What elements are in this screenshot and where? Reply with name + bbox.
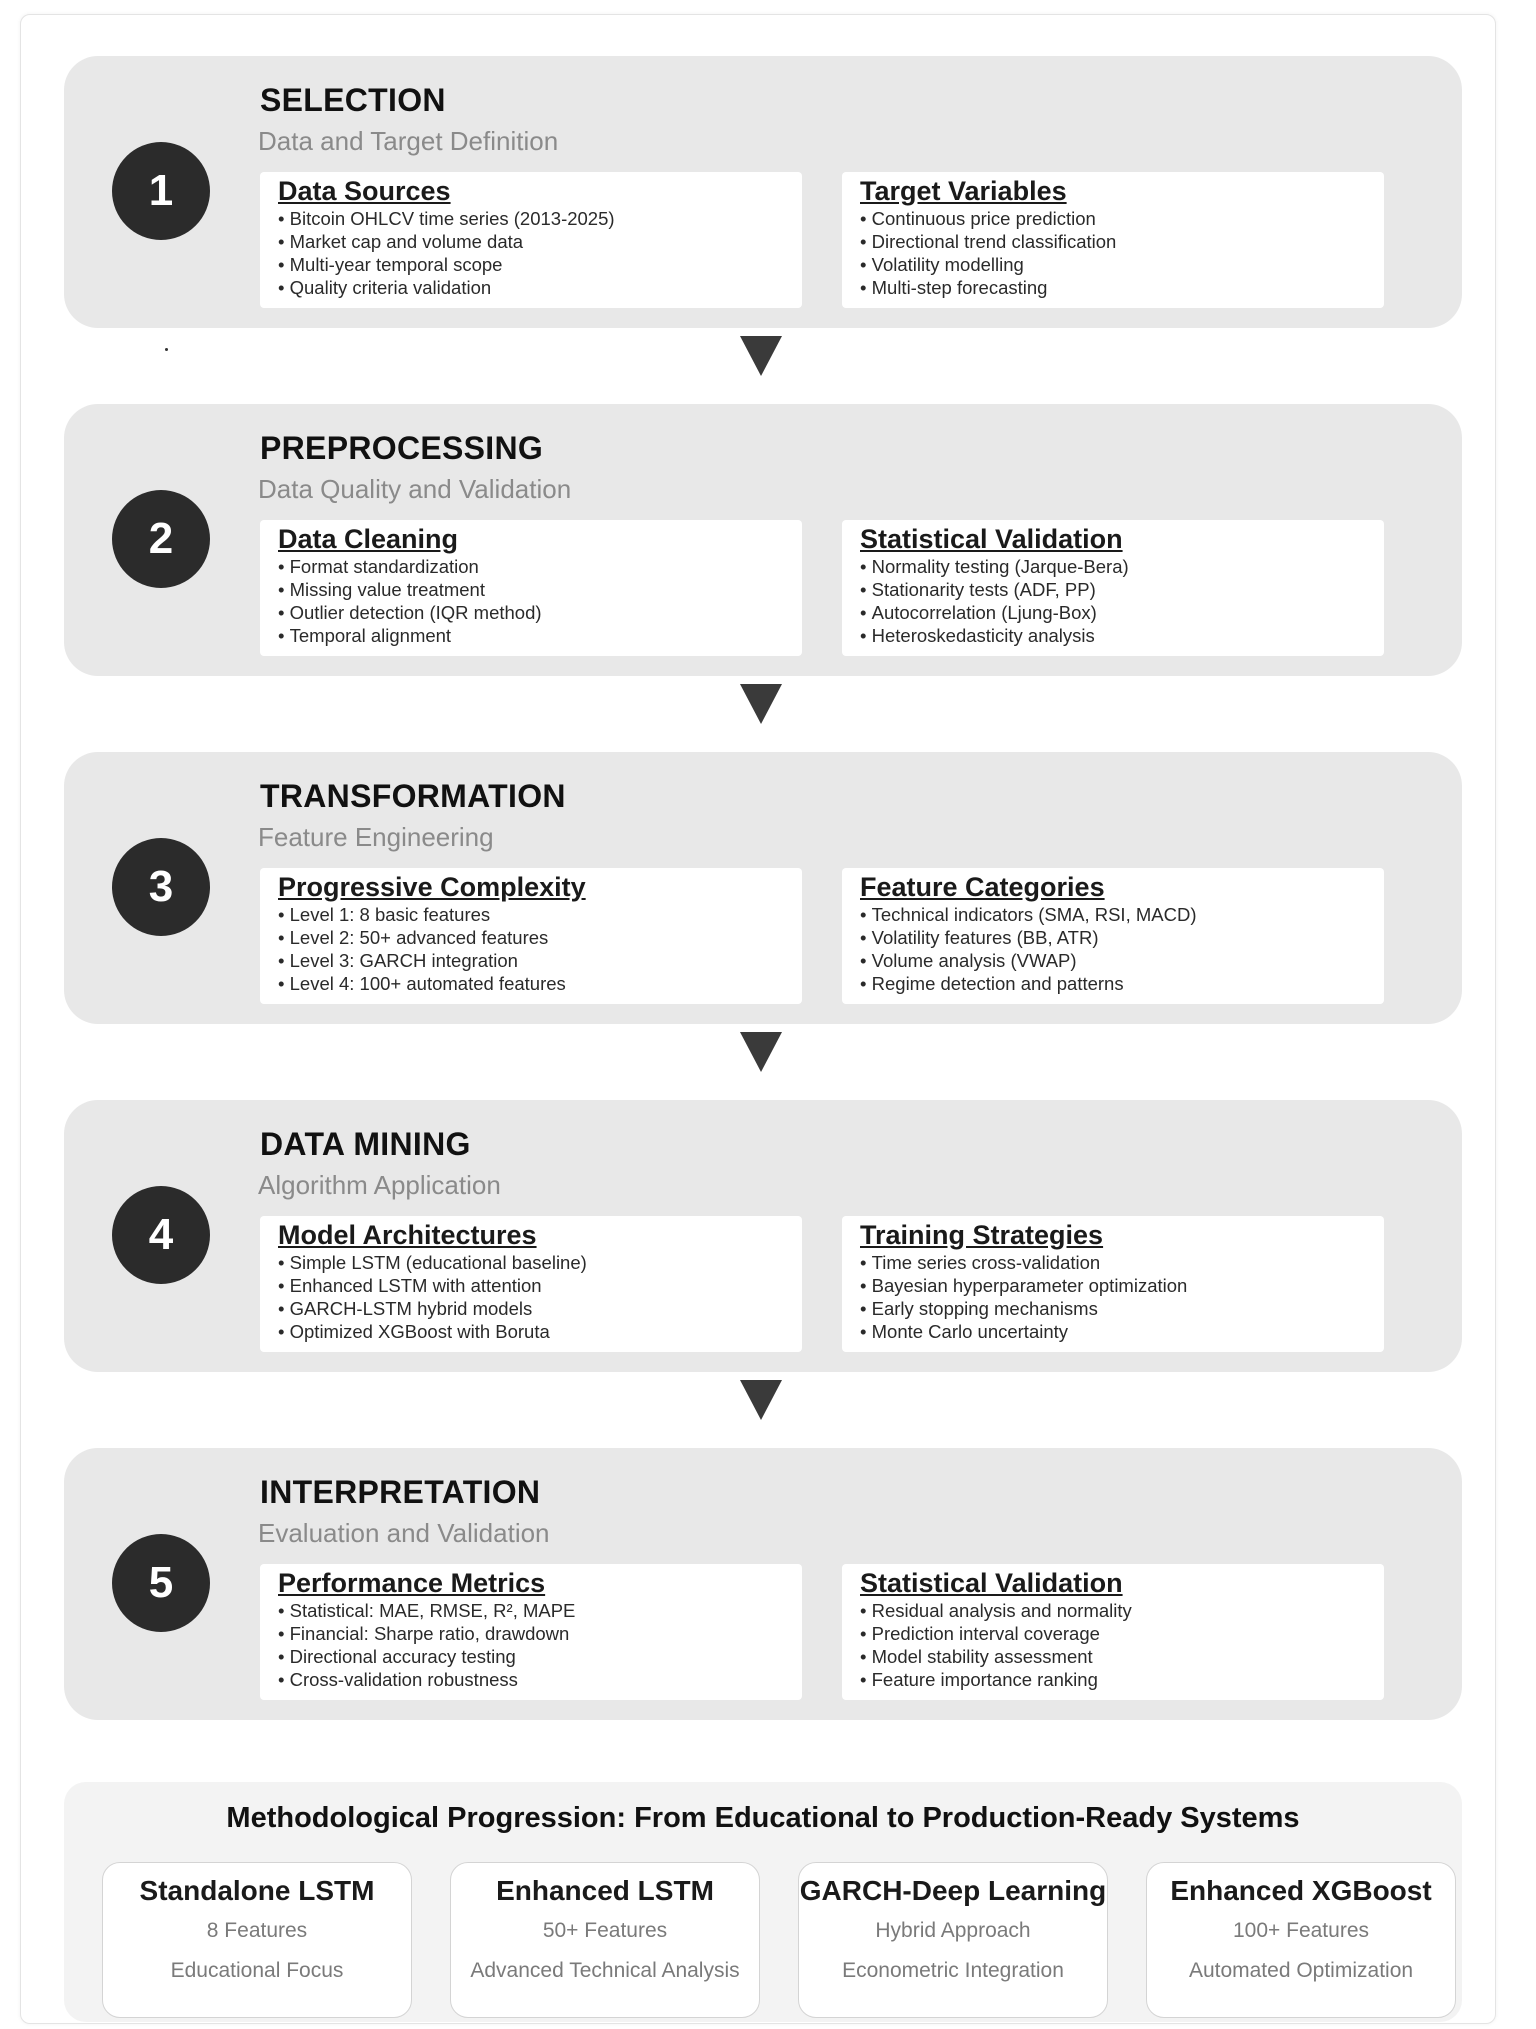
list-item: • Optimized XGBoost with Boruta [278, 1320, 784, 1343]
list-item: • Outlier detection (IQR method) [278, 601, 784, 624]
list-item: • Early stopping mechanisms [860, 1297, 1366, 1320]
card-feature-count: Hybrid Approach [875, 1919, 1031, 1942]
down-arrow-icon [740, 684, 782, 724]
stage-number-badge: 4 [112, 1186, 210, 1284]
card-title: Enhanced LSTM [496, 1875, 714, 1906]
list-item: • Financial: Sharpe ratio, drawdown [278, 1622, 784, 1645]
card-focus: Automated Optimization [1188, 1959, 1414, 1982]
stage-preprocessing [64, 404, 1462, 676]
box-heading: Statistical Validation [860, 524, 1123, 554]
stage-subtitle: Evaluation and Validation [258, 1518, 550, 1548]
stage-number-badge: 5 [112, 1534, 210, 1632]
box-heading: Training Strategies [860, 1220, 1104, 1250]
list-item: • Multi-step forecasting [860, 276, 1366, 299]
list-item: • Heteroskedasticity analysis [860, 624, 1366, 647]
info-box-feature-categories [842, 868, 1384, 1004]
info-box-data-sources [260, 172, 802, 308]
stage-title: TRANSFORMATION [260, 778, 566, 814]
box-heading: Data Sources [278, 176, 451, 206]
list-item: • Bitcoin OHLCV time series (2013-2025) [278, 207, 784, 230]
stage-transformation [64, 752, 1462, 1024]
stage-title: PREPROCESSING [260, 430, 544, 466]
info-box-model-architectures [260, 1216, 802, 1352]
stray-dot [165, 348, 168, 351]
stage-number-badge: 3 [112, 838, 210, 936]
list-item: • Directional trend classification [860, 230, 1366, 253]
list-item: • Prediction interval coverage [860, 1622, 1366, 1645]
down-arrow-icon [740, 336, 782, 376]
list-item: • Time series cross-validation [860, 1251, 1366, 1274]
list-item: • Level 3: GARCH integration [278, 949, 784, 972]
list-item: • Missing value treatment [278, 578, 784, 601]
list-item: • Level 2: 50+ advanced features [278, 926, 784, 949]
list-item: • Simple LSTM (educational baseline) [278, 1251, 784, 1274]
stage-subtitle: Data Quality and Validation [258, 474, 572, 504]
list-item: • Residual analysis and normality [860, 1599, 1366, 1622]
card-feature-count: 8 Features [206, 1919, 308, 1942]
list-item: • Multi-year temporal scope [278, 253, 784, 276]
list-item: • Feature importance ranking [860, 1668, 1366, 1691]
box-heading: Data Cleaning [278, 524, 459, 554]
summary-title: Methodological Progression: From Educational to Production-Ready Systems [226, 1802, 1300, 1834]
list-item: • Continuous price prediction [860, 207, 1366, 230]
list-item: • Normality testing (Jarque-Bera) [860, 555, 1366, 578]
info-box-target-variables [842, 172, 1384, 308]
box-heading: Feature Categories [860, 872, 1105, 902]
box-heading: Target Variables [860, 176, 1067, 206]
model-card-enhanced-xgboost [1146, 1862, 1456, 2018]
model-card-standalone-lstm [102, 1862, 412, 2018]
list-item: • Regime detection and patterns [860, 972, 1366, 995]
card-focus: Educational Focus [170, 1959, 344, 1982]
card-feature-count: 100+ Features [1232, 1919, 1369, 1942]
card-title: Enhanced XGBoost [1170, 1875, 1432, 1906]
info-box-statistical-validation [842, 1564, 1384, 1700]
info-box-performance-metrics [260, 1564, 802, 1700]
stage-title: SELECTION [260, 82, 446, 118]
list-item: • Directional accuracy testing [278, 1645, 784, 1668]
info-box-statistical-validation [842, 520, 1384, 656]
list-item: • Market cap and volume data [278, 230, 784, 253]
list-item: • Statistical: MAE, RMSE, R², MAPE [278, 1599, 784, 1622]
card-title: GARCH-Deep Learning [799, 1875, 1107, 1906]
list-item: • Volatility features (BB, ATR) [860, 926, 1366, 949]
stage-data-mining [64, 1100, 1462, 1372]
stage-subtitle: Feature Engineering [258, 822, 494, 852]
box-heading: Progressive Complexity [278, 872, 586, 902]
list-item: • GARCH-LSTM hybrid models [278, 1297, 784, 1320]
down-arrow-icon [740, 1032, 782, 1072]
stage-title: DATA MINING [260, 1126, 471, 1162]
down-arrow-icon [740, 1380, 782, 1420]
card-focus: Econometric Integration [842, 1959, 1064, 1982]
card-focus: Advanced Technical Analysis [470, 1959, 740, 1982]
box-heading: Statistical Validation [860, 1568, 1123, 1598]
card-feature-count: 50+ Features [542, 1919, 668, 1942]
list-item: • Level 4: 100+ automated features [278, 972, 784, 995]
stage-number-badge: 1 [112, 142, 210, 240]
info-box-progressive-complexity [260, 868, 802, 1004]
stage-number-badge: 2 [112, 490, 210, 588]
info-box-data-cleaning [260, 520, 802, 656]
list-item: • Autocorrelation (Ljung-Box) [860, 601, 1366, 624]
list-item: • Quality criteria validation [278, 276, 784, 299]
list-item: • Volume analysis (VWAP) [860, 949, 1366, 972]
methodological-progression-panel [64, 1782, 1462, 2022]
list-item: • Stationarity tests (ADF, PP) [860, 578, 1366, 601]
list-item: • Bayesian hyperparameter optimization [860, 1274, 1366, 1297]
model-card-garch-deep-learning [798, 1862, 1108, 2018]
model-card-enhanced-lstm [450, 1862, 760, 2018]
stage-title: INTERPRETATION [260, 1474, 541, 1510]
list-item: • Monte Carlo uncertainty [860, 1320, 1366, 1343]
list-item: • Level 1: 8 basic features [278, 903, 784, 926]
list-item: • Volatility modelling [860, 253, 1366, 276]
stage-subtitle: Algorithm Application [258, 1170, 501, 1200]
card-title: Standalone LSTM [139, 1875, 375, 1906]
box-heading: Performance Metrics [278, 1568, 546, 1598]
stage-selection [64, 56, 1462, 328]
list-item: • Model stability assessment [860, 1645, 1366, 1668]
list-item: • Enhanced LSTM with attention [278, 1274, 784, 1297]
list-item: • Technical indicators (SMA, RSI, MACD) [860, 903, 1366, 926]
list-item: • Cross-validation robustness [278, 1668, 784, 1691]
list-item: • Format standardization [278, 555, 784, 578]
info-box-training-strategies [842, 1216, 1384, 1352]
list-item: • Temporal alignment [278, 624, 784, 647]
stage-subtitle: Data and Target Definition [258, 126, 559, 156]
stage-interpretation [64, 1448, 1462, 1720]
box-heading: Model Architectures [278, 1220, 537, 1250]
